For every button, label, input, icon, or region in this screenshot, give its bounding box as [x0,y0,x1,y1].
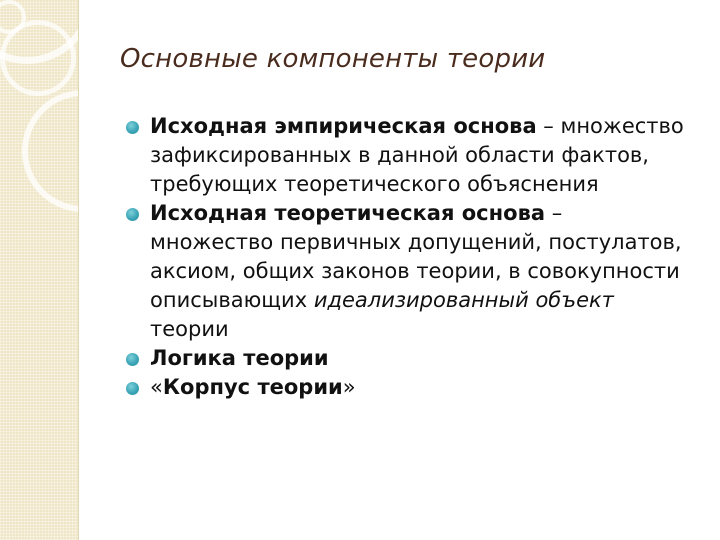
item-definition: – множество первичных допущений, постулатов, аксиом, общих законов теории, в совокупности описывающих [150,201,682,312]
list-item [126,373,686,402]
item-term: Исходная теоретическая основа [150,201,546,225]
item-definition: – множество зафиксированных в данной области фактов, требующих теоретического объяснения [150,114,684,196]
decorative-circle [0,20,76,96]
quote-open: « [150,375,163,399]
bullet-icon [126,353,139,366]
item-tail: теории [150,317,229,341]
list-item [126,344,686,373]
side-band-edge [78,0,79,540]
slide-title: Основные компоненты теории [120,44,546,74]
list-item [126,112,686,199]
item-term: Исходная эмпирическая основа [150,114,537,138]
bullet-icon [126,382,139,395]
bullet-list [126,112,686,402]
item-term: Логика теории [150,346,329,370]
item-emphasis: идеализированный объект [313,288,614,312]
bullet-icon [126,208,139,221]
quote-close: » [342,375,356,399]
list-item [126,199,686,344]
item-term: Корпус теории [162,375,343,399]
bullet-icon [126,121,139,134]
decorative-side-band [0,0,78,540]
decorative-circle [22,90,78,212]
